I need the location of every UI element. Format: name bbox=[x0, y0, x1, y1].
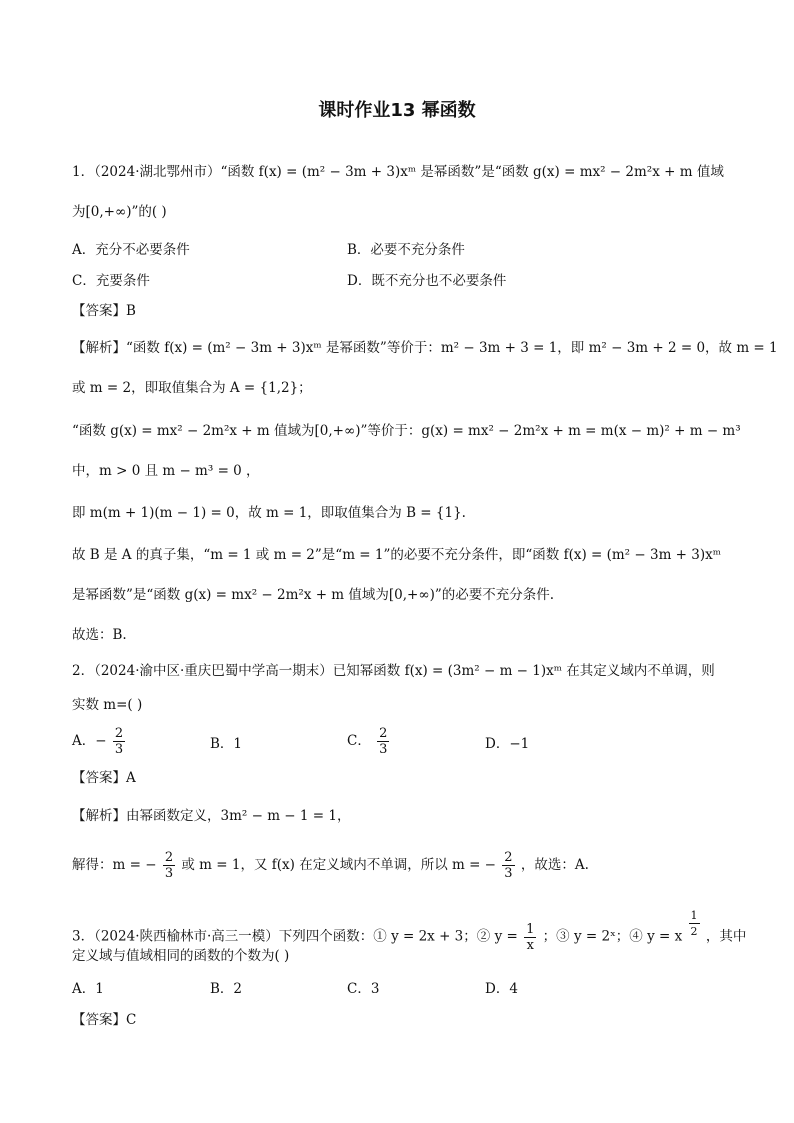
q2-option-c-fraction bbox=[377, 726, 389, 757]
q3-option-a: A．1 bbox=[72, 981, 104, 997]
q2-analysis-line2 bbox=[72, 850, 589, 881]
q3-stem-line1-part1: 3．（2024·陕西榆林市·高三一模）下列四个函数：① y = 2x + 3；② y = bbox=[72, 928, 523, 945]
q1-analysis-line1: 【解析】“函数 f(x) = (m² − 3m + 3)xᵐ 是幂函数”等价于：m² − 3m + 3 = 1，即 m² − 3m + 2 = 0，故 m = 1 bbox=[72, 340, 778, 356]
q2-analysis-fraction-2 bbox=[502, 850, 514, 881]
q2-analysis-fraction-1-numerator: 2 bbox=[164, 850, 174, 865]
q1-analysis-line3: “函数 g(x) = mx² − 2m²x + m 值域为[0,+∞)”等价于：g(x) = mx² − 2m²x + m = m(x − m)² + m − m³ bbox=[72, 423, 741, 439]
q1-option-a: A．充分不必要条件 bbox=[72, 242, 190, 258]
q2-option-a-denominator: 3 bbox=[114, 742, 124, 757]
q3-exponent-numerator: 1 bbox=[690, 909, 698, 922]
q3-fraction-numerator: 1 bbox=[526, 921, 535, 937]
q1-stem-line2: 为[0,+∞)”的( ) bbox=[72, 204, 167, 220]
q3-exponent-fraction bbox=[689, 908, 700, 939]
q1-option-b: B．必要不充分条件 bbox=[347, 242, 465, 258]
q3-fraction-1-over-x bbox=[524, 922, 536, 953]
q2-option-a-numerator: 2 bbox=[114, 726, 124, 741]
q3-option-b: B．2 bbox=[210, 981, 243, 997]
q2-analysis-fraction-1 bbox=[163, 850, 175, 881]
q2-option-c-numerator: 2 bbox=[379, 726, 388, 741]
q2-option-c bbox=[347, 726, 391, 757]
q1-analysis-line8: 故选：B. bbox=[72, 627, 127, 643]
q1-stem-line1: 1．（2024·湖北鄂州市）“函数 f(x) = (m² − 3m + 3)xᵐ 是幂函数”是“函数 g(x) = mx² − 2m²x + m 值域 bbox=[72, 164, 724, 180]
q2-analysis-line2-part1: 解得：m = − bbox=[72, 857, 157, 873]
q2-answer: 【答案】A bbox=[72, 770, 136, 786]
q2-option-b: B．1 bbox=[210, 736, 243, 752]
q3-stem-line1-part2: ；③ y = 2ˣ；④ y = x bbox=[542, 928, 683, 945]
q3-exponent-denominator: 2 bbox=[690, 925, 698, 938]
q2-analysis-line2-part2: 或 m = 1，又 f(x) 在定义域内不单调，所以 m = − bbox=[181, 857, 496, 873]
q2-option-a-prefix: A．− bbox=[72, 733, 107, 749]
page-title: 课时作业13 幂函数 bbox=[318, 100, 476, 121]
q3-stem-line2: 定义域与值域相同的函数的个数为( ) bbox=[72, 948, 290, 964]
q2-option-c-prefix: C． bbox=[347, 733, 371, 749]
q2-option-a bbox=[72, 726, 127, 757]
q3-option-c: C．3 bbox=[347, 981, 380, 997]
q2-analysis-fraction-2-denominator: 3 bbox=[504, 866, 513, 881]
q3-option-d: D．4 bbox=[485, 981, 518, 997]
q1-answer: 【答案】B bbox=[72, 303, 136, 319]
q3-answer: 【答案】C bbox=[72, 1012, 137, 1028]
q2-option-c-denominator: 3 bbox=[379, 742, 388, 757]
q2-option-a-fraction bbox=[113, 726, 125, 757]
q2-stem-line2: 实数 m=( ) bbox=[72, 697, 143, 713]
q1-option-c: C．充要条件 bbox=[72, 273, 150, 289]
q2-analysis-fraction-1-denominator: 3 bbox=[164, 866, 174, 881]
q2-stem-line1: 2．（2024·渝中区·重庆巴蜀中学高一期末）已知幂函数 f(x) = (3m² − m − 1)xᵐ 在其定义域内不单调，则 bbox=[72, 663, 715, 679]
q3-stem-line1-part3: ，其中 bbox=[705, 928, 747, 945]
q2-analysis-line1: 【解析】由幂函数定义，3m² − m − 1 = 1， bbox=[72, 808, 351, 824]
q1-analysis-line5: 即 m(m + 1)(m − 1) = 0，故 m = 1，即取值集合为 B = {1}. bbox=[72, 505, 466, 521]
q2-analysis-fraction-2-numerator: 2 bbox=[504, 850, 513, 865]
q1-analysis-line4: 中，m > 0 且 m − m³ = 0 ， bbox=[72, 463, 260, 479]
q2-analysis-line2-part3: ，故选：A. bbox=[520, 857, 589, 873]
q1-option-d: D．既不充分也不必要条件 bbox=[347, 273, 507, 289]
q3-fraction-denominator: x bbox=[526, 937, 534, 953]
q1-analysis-line7: 是幂函数”是“函数 g(x) = mx² − 2m²x + m 值域为[0,+∞)”的必要不充分条件. bbox=[72, 587, 555, 603]
q1-analysis-line6: 故 B 是 A 的真子集，“m = 1 或 m = 2”是“m = 1”的必要不充分条件，即“函数 f(x) = (m² − 3m + 3)xᵐ bbox=[72, 547, 722, 563]
q1-analysis-line2: 或 m = 2，即取值集合为 A = {1,2}； bbox=[72, 380, 312, 396]
q2-option-d: D．−1 bbox=[485, 736, 530, 752]
